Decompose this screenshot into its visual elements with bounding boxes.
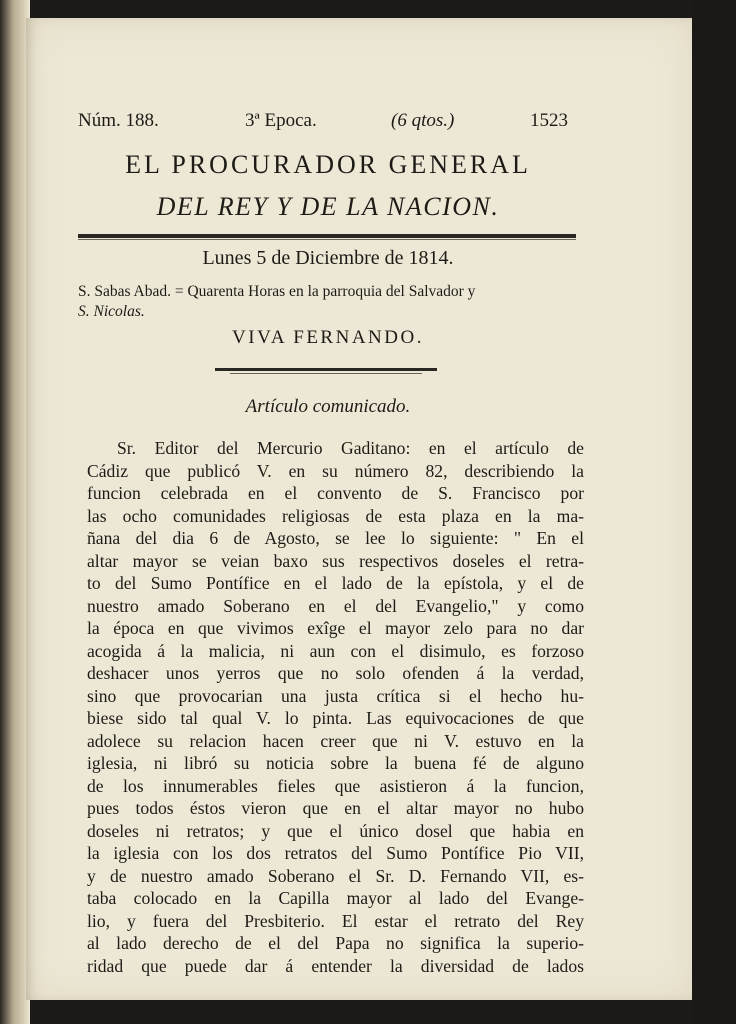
article-line: y de nuestro amado Soberano el Sr. D. Fernando VII, es-: [87, 865, 584, 886]
page-number: 1523: [530, 110, 568, 131]
article-line: pues todos éstos vieron que en el altar mayor no hubo: [87, 798, 584, 818]
article-line: taba colocado en la Capilla mayor al lado del Evange-: [87, 888, 584, 908]
article-line: iglesia, ni libró su noticia sobre la buena fé de alguno: [87, 753, 584, 773]
article-line: lio, y fuera del Presbiterio. El estar el retrato del Rey: [87, 910, 584, 931]
scan-background: [692, 0, 736, 1024]
epoch-label: 3ª Epoca.: [245, 110, 317, 131]
article-line: de los innumerables fieles que asistieron á la funcion,: [87, 775, 584, 796]
issue-number: Núm. 188.: [78, 110, 159, 131]
issue-date: Lunes 5 de Diciembre de 1814.: [202, 247, 454, 269]
price-label: (6 qtos.): [391, 110, 455, 131]
saints-line-1: S. Sabas Abad. = Quarenta Horas en la parroquia del Salvador y: [78, 283, 476, 300]
article-line: doseles ni retratos; y que el único dosel que habia en: [87, 820, 584, 841]
article-line: to del Sumo Pontífice en el lado de la epístola, y el de: [87, 573, 584, 593]
section-rule-thin: [230, 373, 422, 374]
masthead-title: EL PROCURADOR GENERAL: [125, 150, 531, 179]
article-line: acogida á la malicia, ni aun con el disimulo, es forzoso: [87, 640, 584, 661]
article-heading: Artículo comunicado.: [245, 396, 411, 417]
article-line: nuestro amado Soberano en el del Evangelio," y como: [87, 595, 584, 616]
article-line: al lado derecho de el del Papa no significa la superio-: [87, 933, 584, 953]
article-line: la iglesia con los dos retratos del Sumo Pontífice Pio VII,: [87, 843, 584, 863]
article-line: altar mayor se veian baxo sus respectivos doseles el retra-: [87, 550, 584, 571]
masthead-rule: [78, 234, 576, 238]
article-line: deshacer unos yerros que no solo ofenden á la verdad,: [87, 663, 584, 683]
section-rule: [215, 368, 437, 371]
masthead-rule-thin: [78, 239, 576, 240]
article-line: ridad que puede dar á entender la diversidad de lados: [87, 955, 584, 976]
motto: VIVA FERNANDO.: [232, 327, 424, 348]
article-line: biese sido tal qual V. lo pinta. Las equivocaciones de que: [87, 708, 584, 728]
article-line: Cádiz que publicó V. en su número 82, describiendo la: [87, 460, 584, 481]
article-line: las ocho comunidades religiosas de esta plaza en la ma-: [87, 505, 584, 526]
saints-line-2: S. Nicolas.: [78, 303, 145, 320]
article-body: [87, 437, 584, 977]
masthead-subtitle: DEL REY Y DE LA NACION.: [156, 192, 500, 221]
article-line: ñana del dia 6 de Agosto, se lee lo siguiente: " En el: [87, 528, 584, 548]
article-line: la época en que vivimos exîge el mayor zelo para no dar: [87, 618, 584, 638]
article-line: funcion celebrada en el convento de S. Francisco por: [87, 483, 584, 503]
article-line: adolece su relacion hacen creer que ni V. estuvo en la: [87, 730, 584, 751]
article-line: Sr. Editor del Mercurio Gaditano: en el artículo de: [117, 438, 584, 458]
article-line: sino que provocarian una justa crítica si el hecho hu-: [87, 685, 584, 706]
